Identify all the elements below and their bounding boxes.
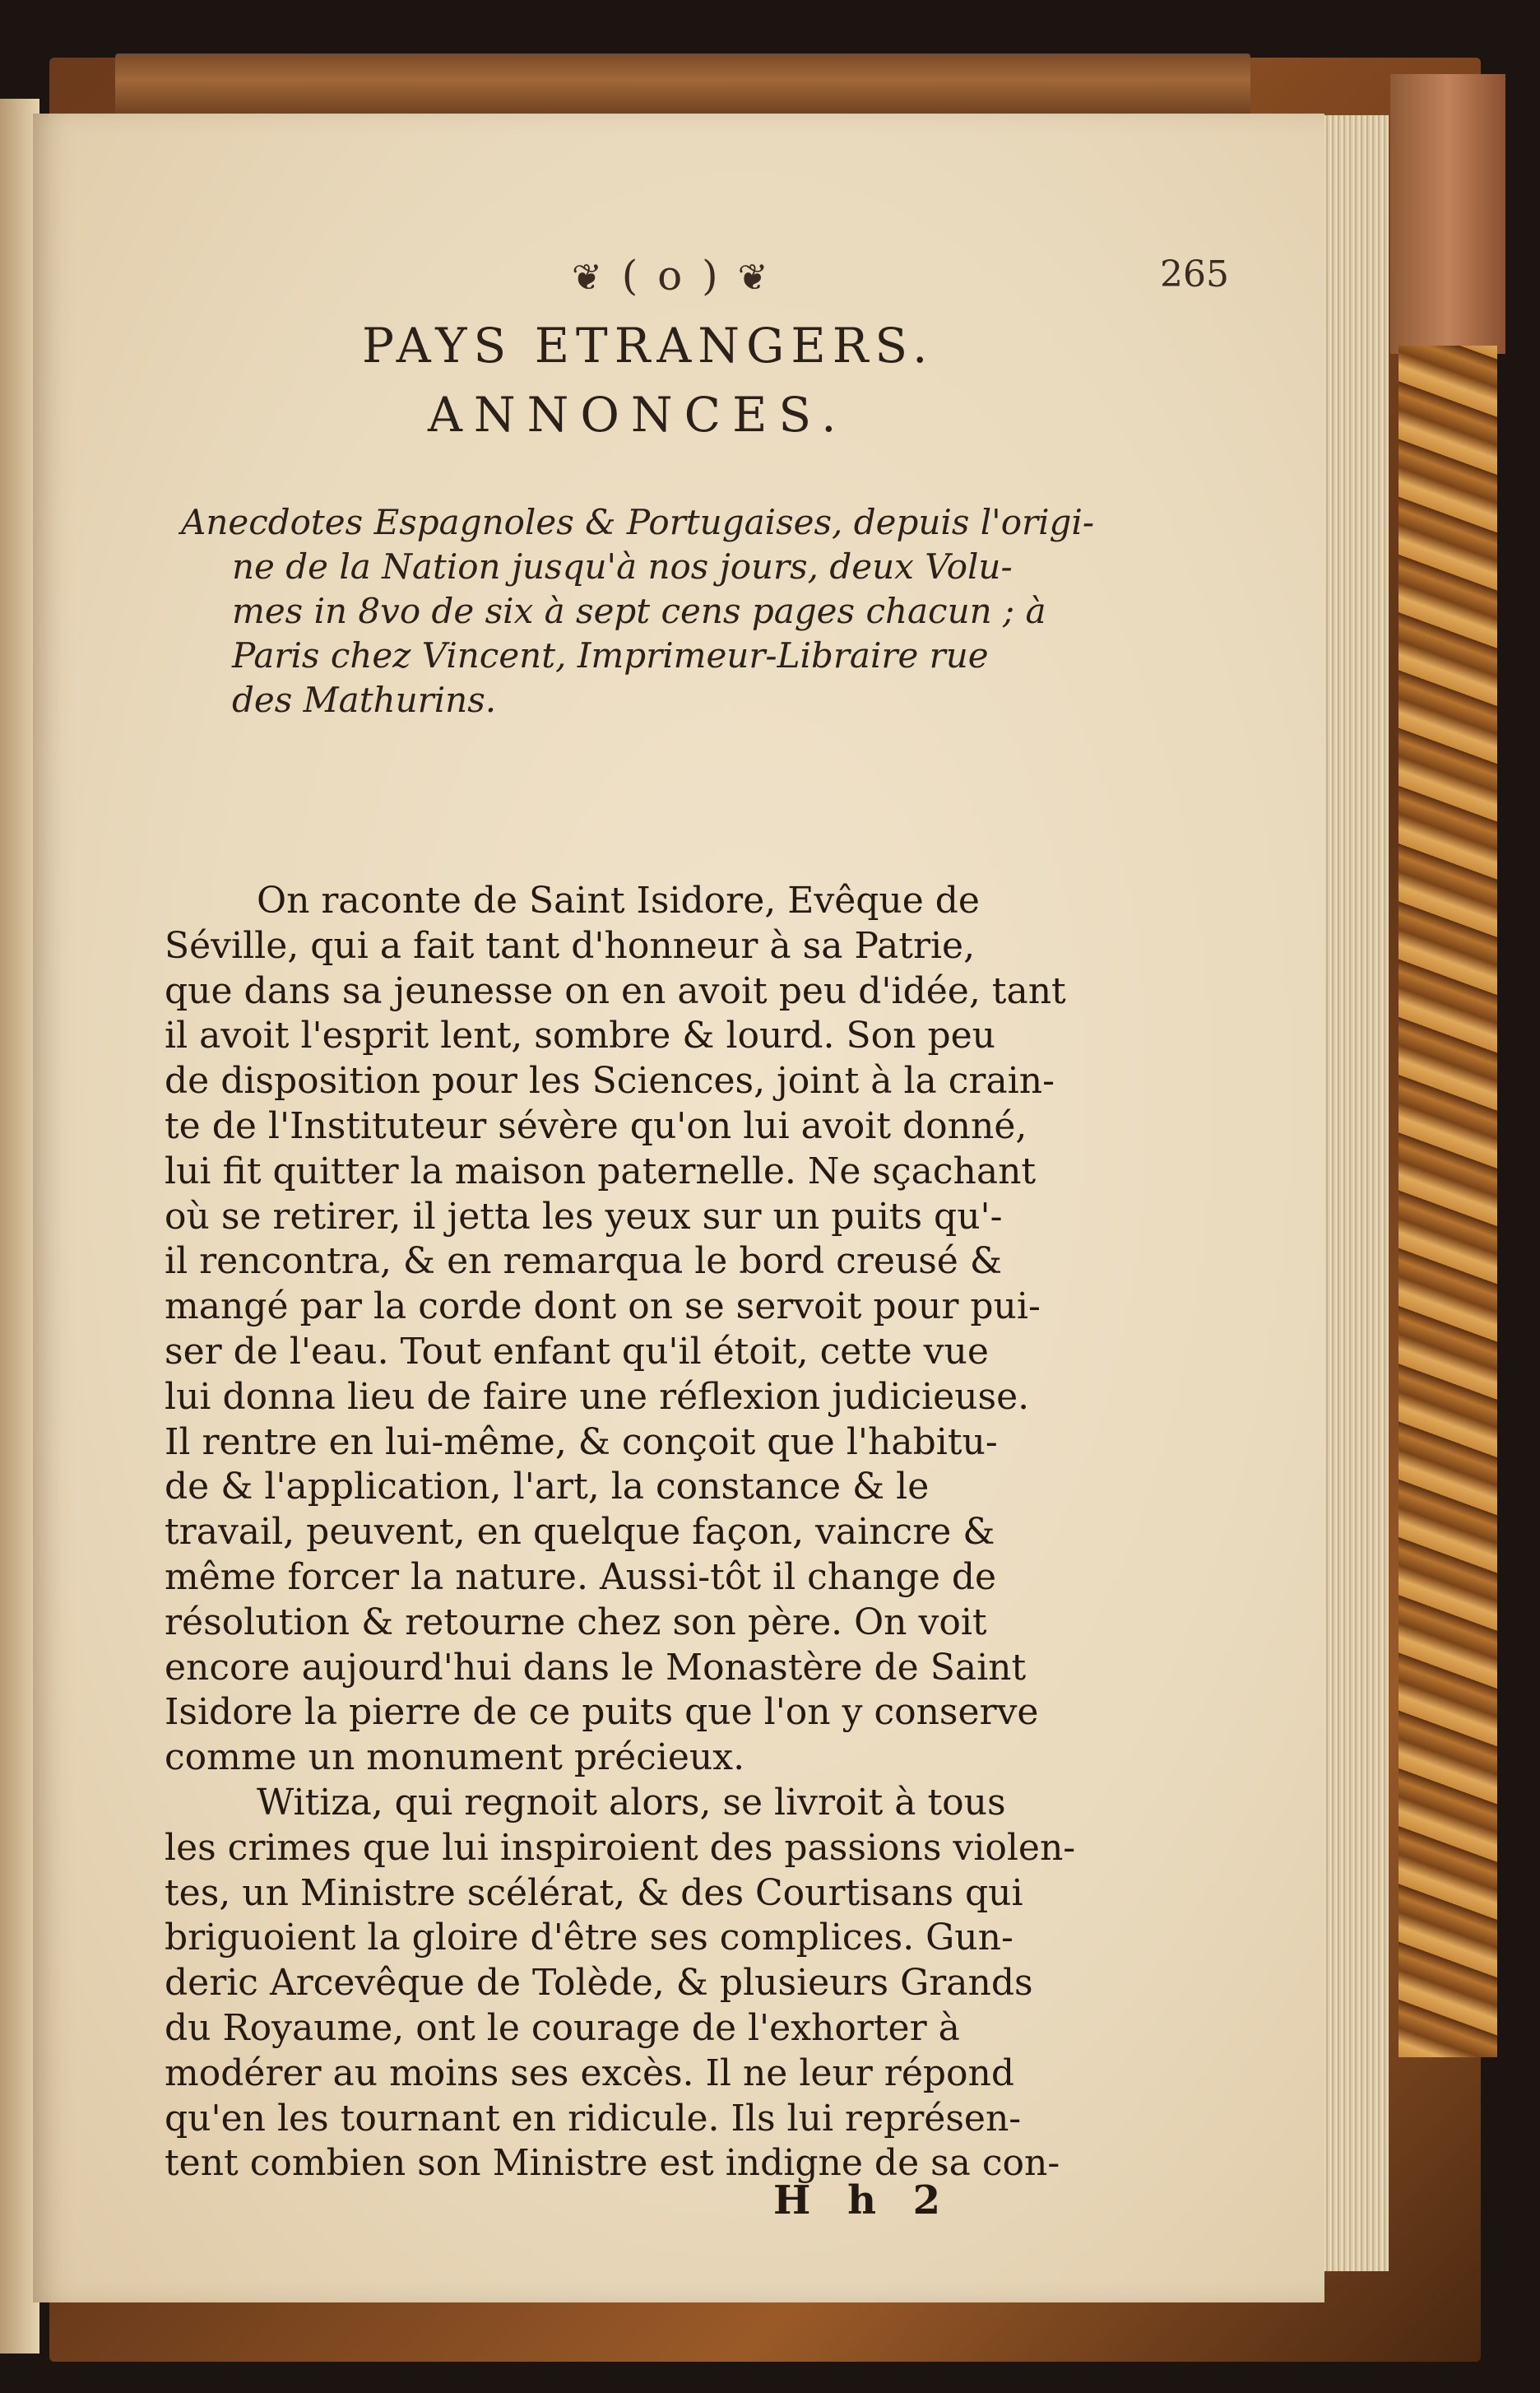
notice-line: ne de la Nation jusqu'à nos jours, deux Volu- [232,546,1013,587]
section-heading: PAYS ETRANGERS. [362,318,935,374]
marbled-cover [1399,346,1497,2057]
text-line: tes, un Ministre scélérat, & des Courtisans qui [165,1871,1023,1914]
text-line: Il rentre en lui-même, & conçoit que l'habitu- [165,1420,998,1463]
notice-line: Paris chez Vincent, Imprimeur-Libraire rue [232,635,989,676]
text-line: te de l'Instituteur sévère qu'on lui avoit donné, [165,1104,1027,1147]
book-notice [181,500,1209,723]
page-edges [1323,115,1389,2271]
notice-line: Anecdotes Espagnoles & Portugaises, depuis l'origi- [181,502,1095,542]
text-line: modérer au moins ses excès. Il ne leur répond [165,2051,1015,2094]
subsection-heading: ANNONCES. [428,387,848,443]
running-head [572,252,771,300]
book-page [33,114,1324,2302]
text-line: que dans sa jeunesse on en avoit peu d'idée, tant [165,969,1066,1012]
text-line: de & l'application, l'art, la constance & le [165,1466,930,1508]
ornament-right-icon: ❦ [737,257,772,299]
notice-line: mes in 8vo de six à sept cens pages chacun ; à [232,591,1046,631]
signature-mark: H h 2 [773,2177,953,2223]
text-line: les crimes que lui inspiroient des passions violen- [165,1826,1076,1869]
text-line: lui fit quitter la maison paternelle. Ne sçachant [165,1150,1037,1192]
text-line: Isidore la pierre de ce puits que l'on y conserve [165,1691,1039,1734]
text-line: résolution & retourne chez son père. On voit [165,1601,987,1643]
text-line: tent combien son Ministre est indigne de sa con- [165,2142,1060,2185]
text-line: ser de l'eau. Tout enfant qu'il étoit, cette vue [165,1330,989,1373]
text-line: encore aujourd'hui dans le Monastère de Saint [165,1646,1027,1689]
text-line: de disposition pour les Sciences, joint à la crain- [165,1060,1055,1103]
running-head-text: ( o ) [621,252,721,300]
text-line: où se retirer, il jetta les yeux sur un puits qu'- [165,1195,1003,1238]
text-line: qu'en les tournant en ridicule. Ils lui représen- [165,2097,1022,2140]
text-line: mangé par la corde dont on se servoit pour pui- [165,1285,1041,1328]
text-line: travail, peuvent, en quelque façon, vaincre & [165,1511,995,1554]
text-line: Witiza, qui regnoit alors, se livroit à tous [257,1781,1006,1824]
text-line: même forcer la nature. Aussi-tôt il change de [165,1555,997,1598]
text-line: il avoit l'esprit lent, sombre & lourd. Son peu [165,1015,996,1057]
page-number: 265 [1160,253,1229,295]
book-top-edge [115,53,1250,119]
text-line: Séville, qui a fait tant d'honneur à sa Patrie, [165,924,976,967]
text-line: deric Arcevêque de Tolède, & plusieurs Grands [165,1962,1033,2005]
text-line: du Royaume, ont le courage de l'exhorter à [165,2006,960,2049]
text-line: lui donna lieu de faire une réflexion judicieuse. [165,1375,1030,1418]
cover-corner [1390,74,1505,354]
body-text [165,879,1209,2186]
ornament-left-icon: ❦ [572,257,605,299]
text-line: il rencontra, & en remarqua le bord creusé & [165,1240,1002,1283]
text-line: On raconte de Saint Isidore, Evêque de [257,880,980,922]
text-line: briguoient la gloire d'être ses complices. Gun- [165,1917,1014,1959]
text-line: comme un monument précieux. [165,1736,745,1779]
notice-line: des Mathurins. [232,680,497,720]
